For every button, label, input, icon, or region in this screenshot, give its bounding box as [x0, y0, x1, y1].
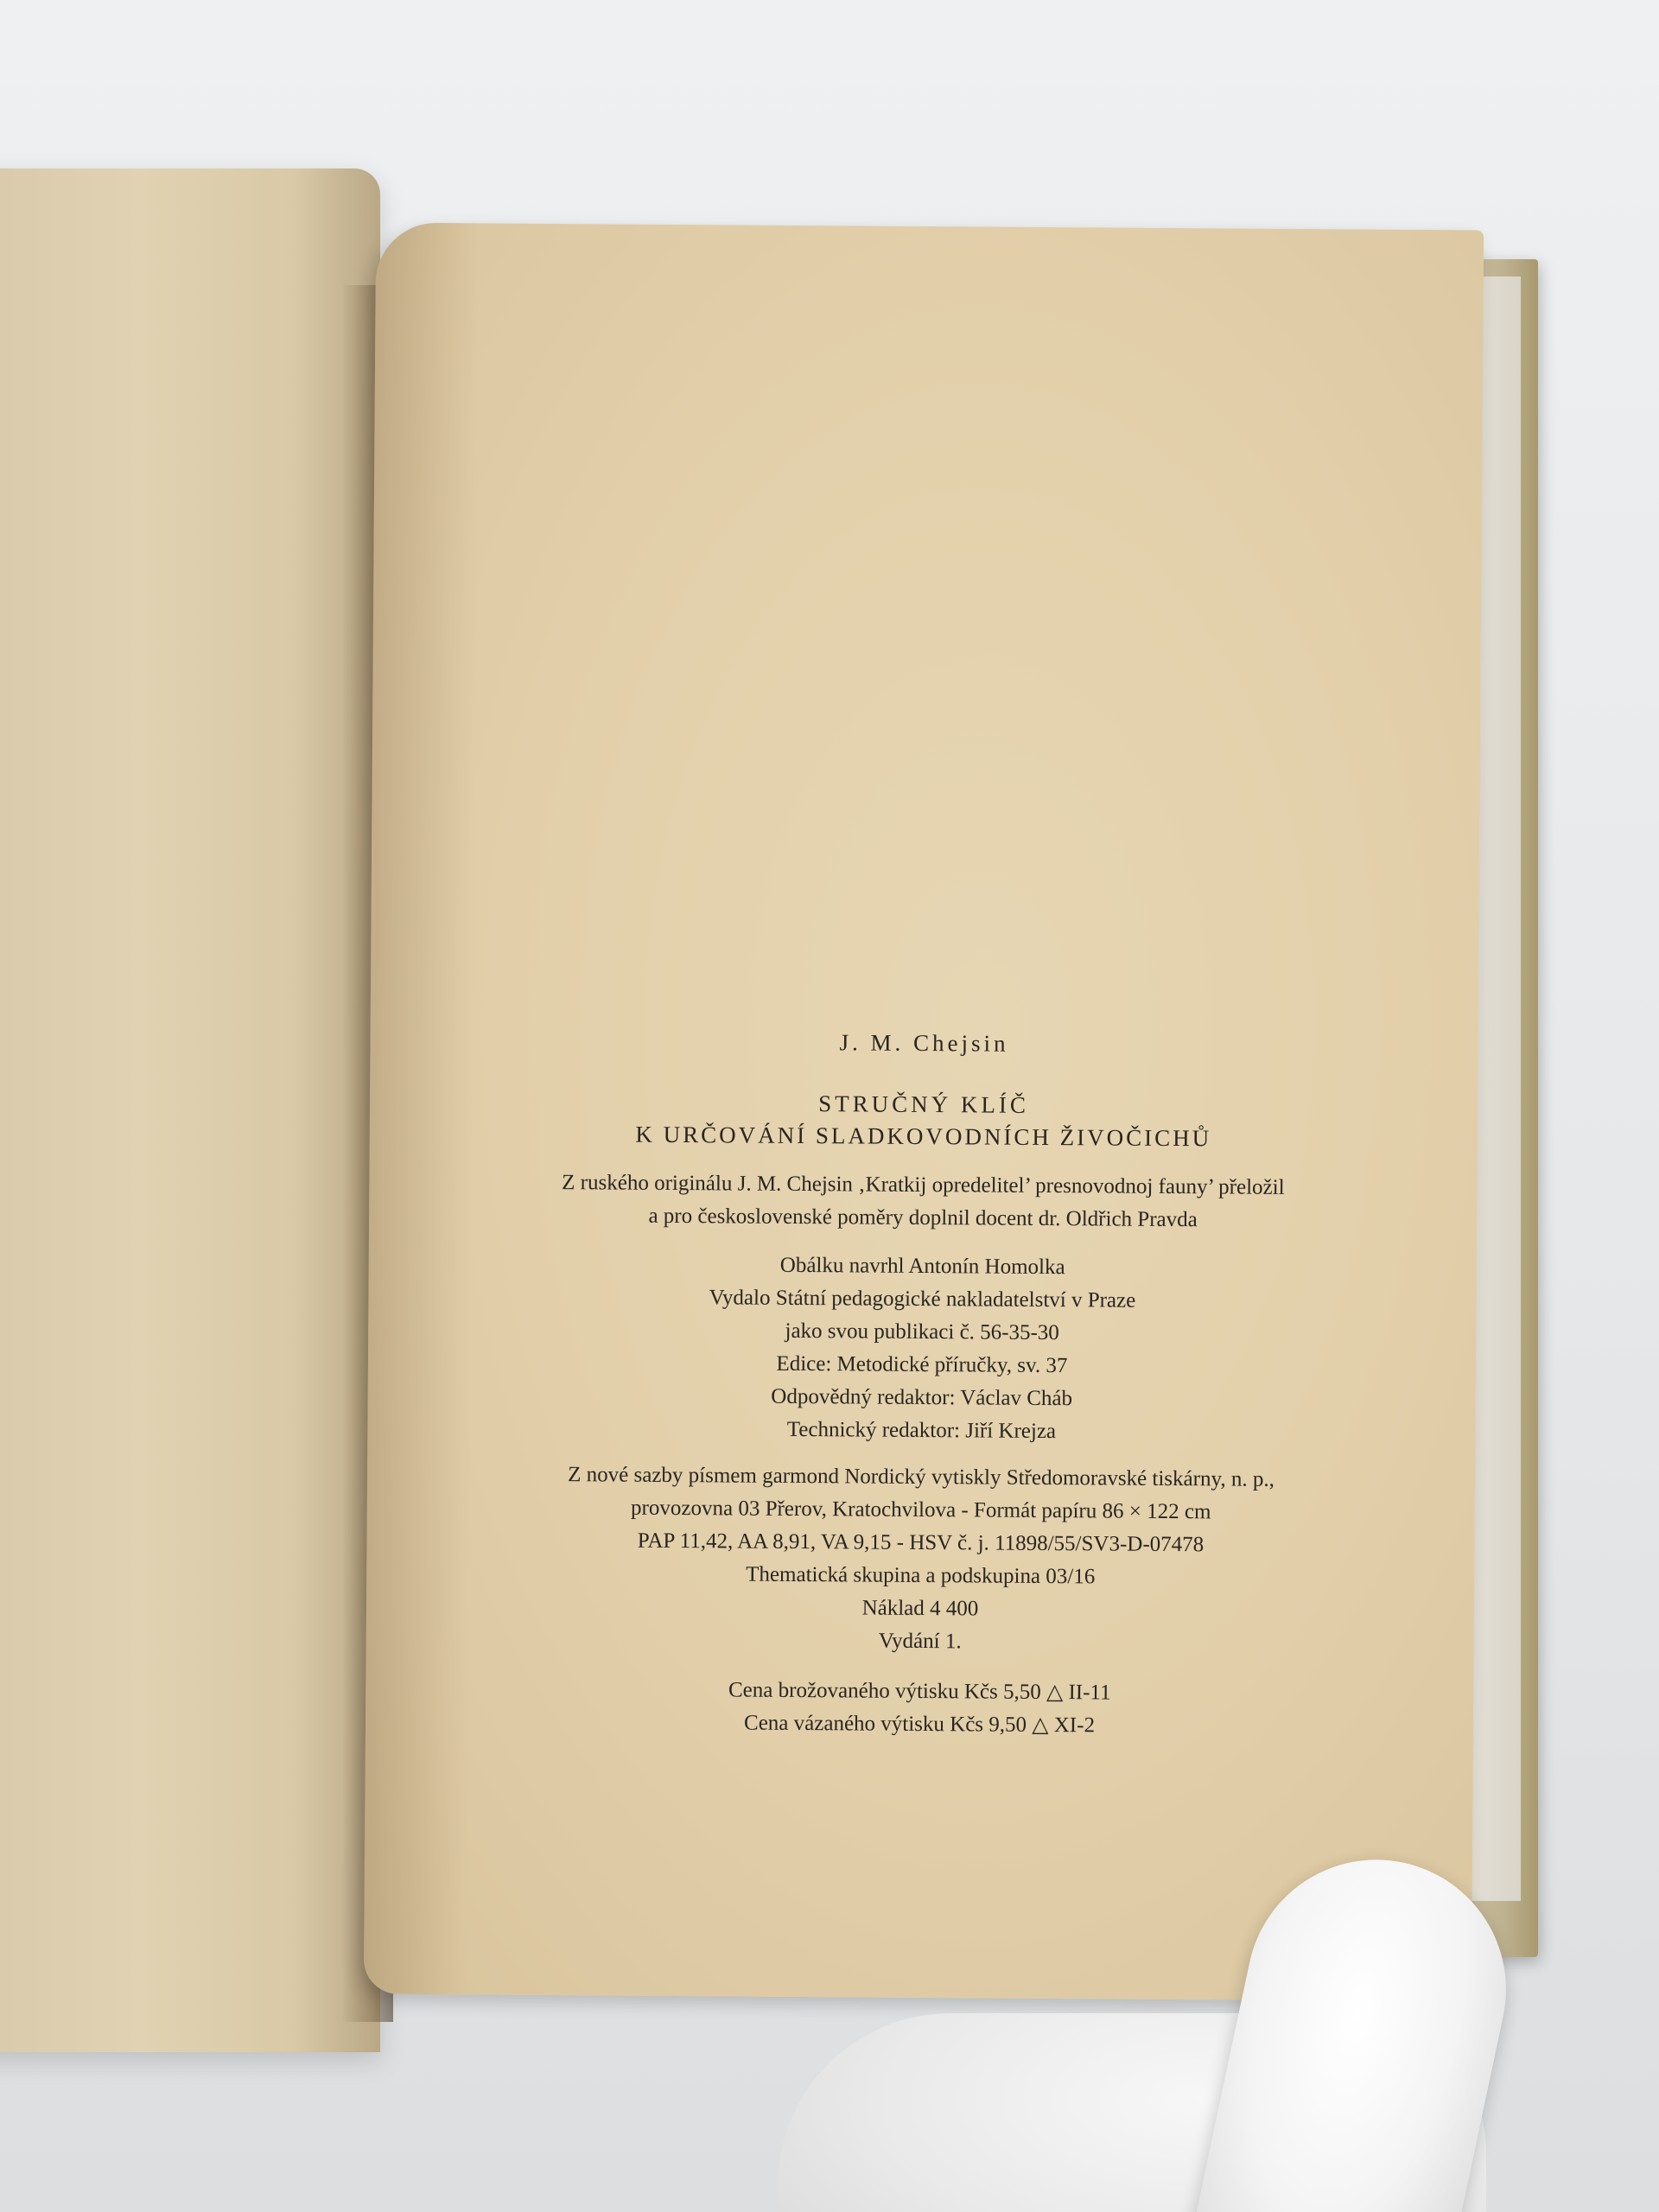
imprint-text	[365, 1027, 1478, 1745]
printing-line: PAP 11,42, AA 8,91, VA 9,15 - HSV č. j. 11898/55/SV3-D-07478	[637, 1529, 1205, 1557]
left-book-page	[0, 168, 380, 2052]
credit-line: Technický redaktor: Jiří Krejza	[786, 1417, 1057, 1444]
price-line: Cena vázaného výtisku Kčs 9,50 △ XI-2	[743, 1711, 1096, 1738]
credit-line: jako svou publikaci č. 56-35-30	[785, 1319, 1059, 1345]
imprint-page	[364, 223, 1484, 2002]
printing-line: Z nové sazby písmem garmond Nordický vytiskly Středomoravské tiskárny, n. p.,	[568, 1463, 1274, 1491]
printing-line: Vydání 1.	[878, 1629, 962, 1654]
book-title-line-2: K URČOVÁNÍ SLADKOVODNÍCH ŽIVOČICHŮ	[635, 1121, 1212, 1152]
translation-note	[369, 1166, 1477, 1239]
translation-line: Z ruského originálu J. M. Chejsin ‚Kratkij opredelitel’ presnovodnoj fauny’ přeložil	[562, 1171, 1285, 1199]
credits-block	[367, 1247, 1477, 1452]
book-title-line-1: STRUČNÝ KLÍČ	[818, 1090, 1030, 1118]
translation-line: a pro československé poměry doplnil docent dr. Oldřich Pravda	[648, 1204, 1198, 1232]
credit-line: Edice: Metodické příručky, sv. 37	[776, 1351, 1068, 1378]
printing-line: provozovna 03 Přerov, Kratochvilova - Formát papíru 86 × 122 cm	[631, 1496, 1211, 1524]
credit-line: Vydalo Státní pedagogické nakladatelství v Praze	[709, 1286, 1136, 1313]
book-author: J. M. Chejsin	[839, 1029, 1009, 1057]
printing-line: Náklad 4 400	[861, 1596, 979, 1621]
credit-line: Odpovědný redaktor: Václav Cháb	[771, 1384, 1073, 1411]
price-line: Cena brožovaného výtisku Kčs 5,50 △ II-11	[728, 1678, 1111, 1705]
price-info	[365, 1672, 1473, 1745]
credit-line: Obálku navrhl Antonín Homolka	[779, 1253, 1065, 1280]
printing-info	[366, 1458, 1476, 1662]
printing-line: Thematická skupina a podskupina 03/16	[746, 1562, 1096, 1589]
